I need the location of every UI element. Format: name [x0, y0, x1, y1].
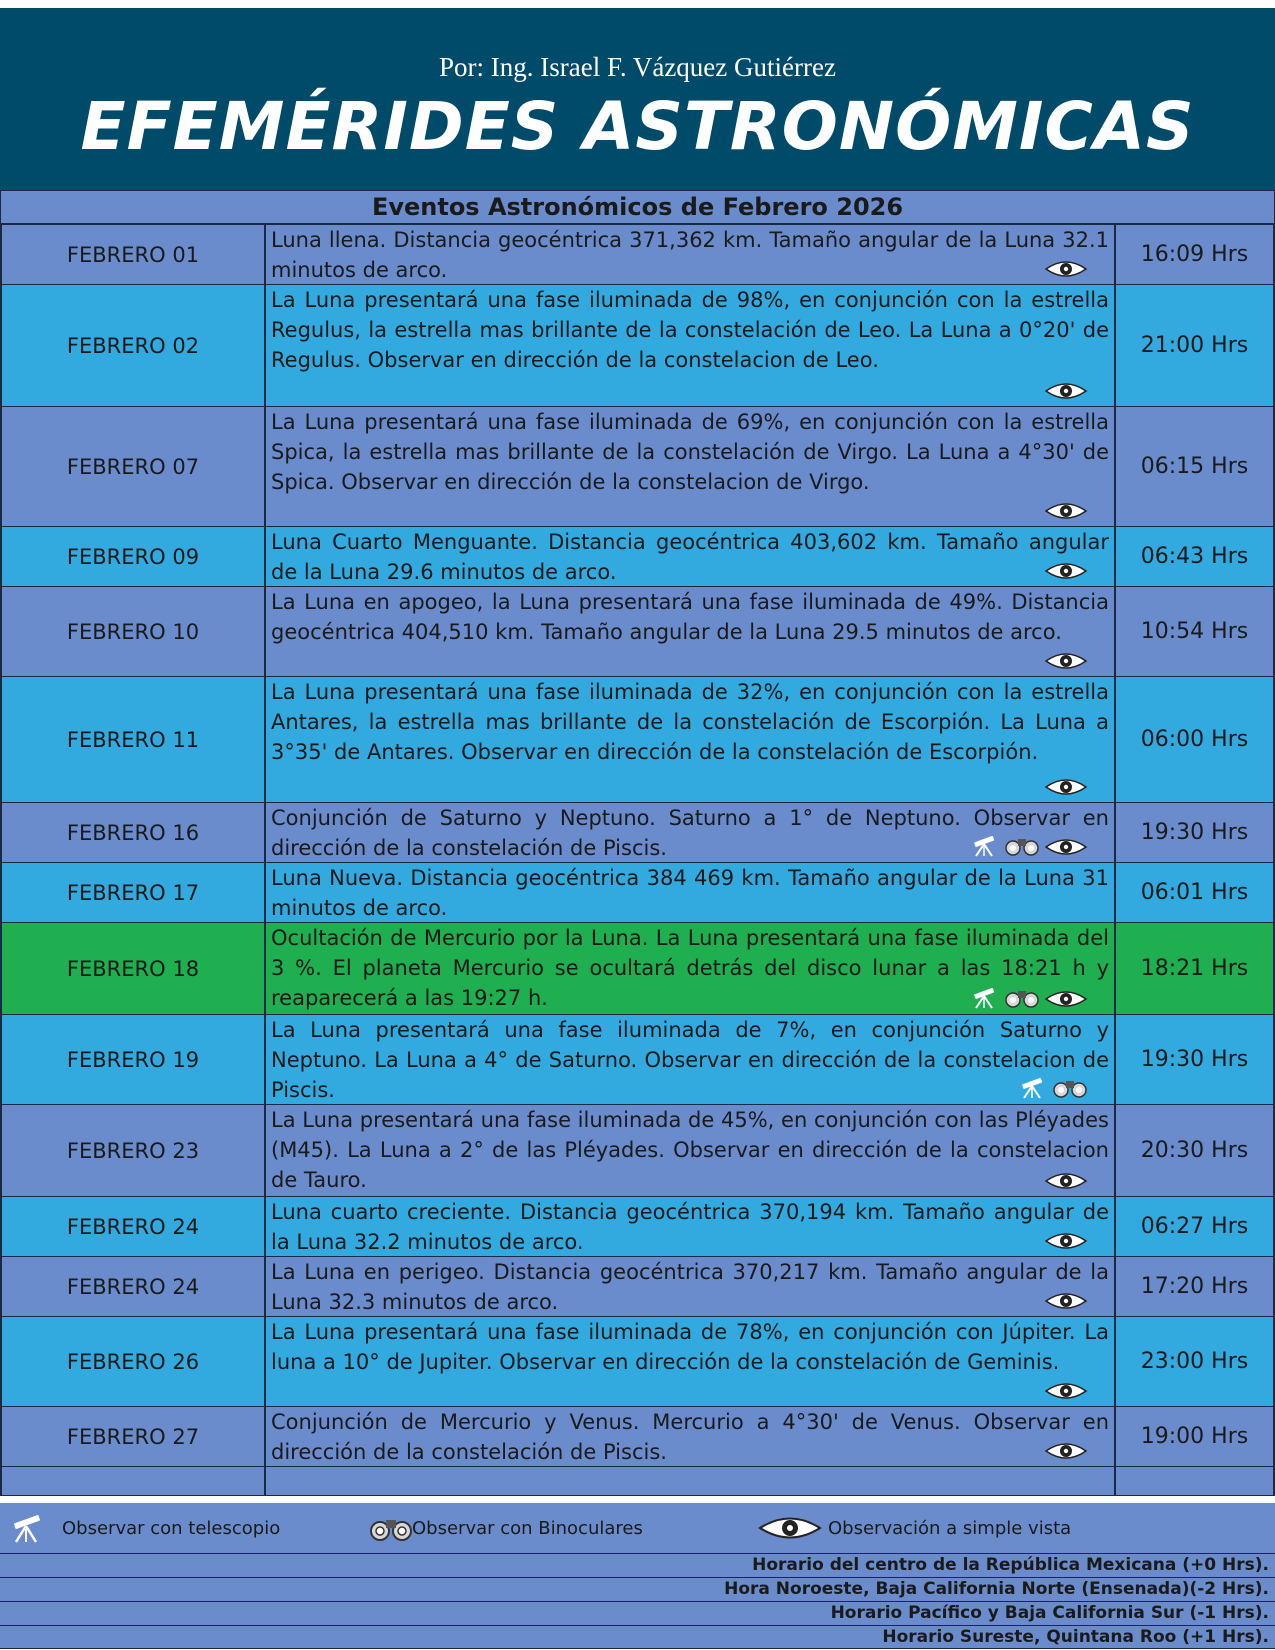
timezone-note: Hora Noroeste, Baja California Norte (Ensenada)(-2 Hrs). — [0, 1577, 1275, 1601]
event-description: La Luna presentará una fase iluminada de 69%, en conjunción con la estrella Spica, la estrella mas brillante de la constelación de Virgo. La Luna a 4°30' de Spica. Observar en dirección de la constelacion de Virgo. — [271, 410, 1109, 494]
event-description-cell — [266, 1015, 1114, 1104]
event-time: 06:27 Hrs — [1114, 1197, 1275, 1256]
event-date: FEBRERO 01 — [0, 225, 266, 284]
observation-icons — [1044, 563, 1088, 585]
event-date: FEBRERO 17 — [0, 863, 266, 922]
event-description: La Luna presentará una fase iluminada de 45%, en conjunción con las Pléyades (M45). La Luna a 2° de las Pléyades. Observar en dirección de la constelacion de Tauro. — [271, 1108, 1109, 1192]
eye-icon — [1044, 775, 1088, 805]
table-row — [0, 224, 1275, 284]
table-row — [0, 284, 1275, 406]
eye-icon — [1044, 987, 1088, 1017]
legend-binoculars-label: Observar con Binoculares — [412, 1517, 643, 1539]
event-time: 17:20 Hrs — [1114, 1257, 1275, 1316]
event-description-cell — [266, 1407, 1114, 1466]
header-banner — [0, 8, 1275, 190]
observation-icons — [1044, 503, 1088, 525]
event-date: FEBRERO 09 — [0, 527, 266, 586]
event-date: FEBRERO 26 — [0, 1317, 266, 1406]
table-row — [0, 676, 1275, 802]
binoculars-icon — [1004, 987, 1040, 1017]
event-description-cell — [266, 1467, 1114, 1495]
legend — [0, 1503, 1275, 1553]
event-description-cell — [266, 225, 1114, 284]
event-description-cell — [266, 803, 1114, 862]
event-description-cell — [266, 527, 1114, 586]
legend-eye-label: Observación a simple vista — [828, 1517, 1072, 1539]
table-row — [0, 1256, 1275, 1316]
event-time: 10:54 Hrs — [1114, 587, 1275, 676]
telescope-icon — [1018, 1077, 1048, 1107]
event-description: Luna llena. Distancia geocéntrica 371,362 km. Tamaño angular de la Luna 32.1 minutos de arco. — [271, 228, 1109, 282]
event-date: FEBRERO 18 — [0, 923, 266, 1014]
event-description: La Luna presentará una fase iluminada de 7%, en conjunción Saturno y Neptuno. La Luna a 4° de Saturno. Observar en dirección de la constelacion de Piscis. — [271, 1018, 1109, 1102]
observation-icons — [1044, 779, 1088, 801]
event-description-cell — [266, 677, 1114, 802]
legend-eye — [758, 1503, 1071, 1553]
telescope-icon — [8, 1513, 46, 1543]
event-date: FEBRERO 19 — [0, 1015, 266, 1104]
table-row — [0, 406, 1275, 526]
table-row — [0, 1196, 1275, 1256]
eye-icon — [1044, 1439, 1088, 1469]
event-date: FEBRERO 02 — [0, 285, 266, 406]
event-date: FEBRERO 24 — [0, 1197, 266, 1256]
timezone-note: Horario del centro de la República Mexicana (+0 Hrs). — [0, 1553, 1275, 1577]
event-description: Luna cuarto creciente. Distancia geocéntrica 370,194 km. Tamaño angular de la Luna 32.2 minutos de arco. — [271, 1200, 1109, 1254]
eye-icon — [1044, 1379, 1088, 1409]
event-description-cell — [266, 923, 1114, 1014]
event-time: 06:43 Hrs — [1114, 527, 1275, 586]
eye-icon — [1044, 499, 1088, 529]
event-time — [1114, 1467, 1275, 1495]
observation-icons — [1044, 1293, 1088, 1315]
table-row — [0, 526, 1275, 586]
event-description: La Luna presentará una fase iluminada de 32%, en conjunción con la estrella Antares, la estrella mas brillante de la constelación de Escorpión. La Luna a 3°35' de Antares. Observar en dirección de la constelación de Escorpión. — [271, 680, 1109, 764]
page-title: EFEMÉRIDES ASTRONÓMICAS — [80, 88, 1195, 165]
event-description-cell — [266, 407, 1114, 526]
event-time: 06:15 Hrs — [1114, 407, 1275, 526]
event-time: 06:00 Hrs — [1114, 677, 1275, 802]
table-row — [0, 1104, 1275, 1196]
event-time: 20:30 Hrs — [1114, 1105, 1275, 1196]
event-time: 06:01 Hrs — [1114, 863, 1275, 922]
observation-icons — [1044, 261, 1088, 283]
event-time: 16:09 Hrs — [1114, 225, 1275, 284]
telescope-icon — [970, 835, 1000, 865]
timezone-note: Horario Pacífico y Baja California Sur (-1 Hrs). — [0, 1601, 1275, 1625]
event-date: FEBRERO 07 — [0, 407, 266, 526]
observation-icons — [1044, 383, 1088, 405]
table-row — [0, 1316, 1275, 1406]
table-row — [0, 802, 1275, 862]
legend-telescope-label: Observar con telescopio — [62, 1517, 281, 1539]
legend-telescope — [8, 1503, 280, 1553]
event-description: Conjunción de Saturno y Neptuno. Saturno a 1° de Neptuno. Observar en dirección de la constelación de Piscis. — [271, 806, 1109, 860]
eye-icon — [1044, 379, 1088, 409]
eye-icon — [1044, 257, 1088, 287]
binoculars-icon — [1052, 1077, 1088, 1107]
event-date: FEBRERO 24 — [0, 1257, 266, 1316]
observation-icons — [1044, 1233, 1088, 1255]
observation-icons — [1018, 1081, 1088, 1103]
eye-icon — [758, 1515, 822, 1541]
table-row — [0, 922, 1275, 1014]
event-description: Conjunción de Mercurio y Venus. Mercurio a 4°30' de Venus. Observar en dirección de la constelación de Piscis. — [271, 1410, 1109, 1464]
table-row — [0, 1014, 1275, 1104]
author-line: Por: Ing. Israel F. Vázquez Gutiérrez — [439, 52, 836, 82]
event-date: FEBRERO 23 — [0, 1105, 266, 1196]
event-time: 18:21 Hrs — [1114, 923, 1275, 1014]
binoculars-icon — [1004, 835, 1040, 865]
event-time: 23:00 Hrs — [1114, 1317, 1275, 1406]
event-date: FEBRERO 16 — [0, 803, 266, 862]
event-date: FEBRERO 11 — [0, 677, 266, 802]
event-time: 19:00 Hrs — [1114, 1407, 1275, 1466]
observation-icons — [970, 839, 1088, 861]
observation-icons — [1044, 1443, 1088, 1465]
legend-binoculars — [368, 1503, 643, 1553]
table-title: Eventos Astronómicos de Febrero 2026 — [0, 190, 1275, 224]
table-row — [0, 862, 1275, 922]
event-description: La Luna presentará una fase iluminada de 78%, en conjunción con Júpiter. La luna a 10° de Jupiter. Observar en dirección de la constelación de Geminis. — [271, 1320, 1109, 1374]
table-row — [0, 1466, 1275, 1496]
eye-icon — [1044, 649, 1088, 679]
event-description-cell — [266, 587, 1114, 676]
event-description: La Luna presentará una fase iluminada de 98%, en conjunción con la estrella Regulus, la estrella mas brillante de la constelación de Leo. La Luna a 0°20' de Regulus. Observar en dirección de la constelacion de Leo. — [271, 288, 1109, 372]
binoculars-icon — [368, 1514, 414, 1542]
eye-icon — [1044, 835, 1088, 865]
table-row — [0, 1406, 1275, 1466]
timezone-note: Horario Sureste, Quintana Roo (+1 Hrs). — [0, 1625, 1275, 1649]
eye-icon — [1044, 1229, 1088, 1259]
eye-icon — [1044, 1169, 1088, 1199]
observation-icons — [970, 991, 1088, 1013]
event-description: La Luna en apogeo, la Luna presentará una fase iluminada de 49%. Distancia geocéntrica 404,510 km. Tamaño angular de la Luna 29.5 minutos de arco. — [271, 590, 1109, 644]
event-description: Luna Cuarto Menguante. Distancia geocéntrica 403,602 km. Tamaño angular de la Luna 29.6 minutos de arco. — [271, 530, 1109, 584]
event-description-cell — [266, 1317, 1114, 1406]
event-date: FEBRERO 27 — [0, 1407, 266, 1466]
event-description: Ocultación de Mercurio por la Luna. La Luna presentará una fase iluminada del 3 %. El planeta Mercurio se ocultará detrás del disco lunar a las 18:21 h y reaparecerá a las 19:27 h. — [271, 926, 1109, 1010]
event-date: FEBRERO 10 — [0, 587, 266, 676]
event-description: Luna Nueva. Distancia geocéntrica 384 469 km. Tamaño angular de la Luna 31 minutos de arco. — [271, 866, 1109, 920]
eye-icon — [1044, 1289, 1088, 1319]
event-description: La Luna en perigeo. Distancia geocéntrica 370,217 km. Tamaño angular de la Luna 32.3 minutos de arco. — [271, 1260, 1109, 1314]
event-date — [0, 1467, 266, 1495]
telescope-icon — [970, 987, 1000, 1017]
event-time: 19:30 Hrs — [1114, 803, 1275, 862]
event-description-cell — [266, 1105, 1114, 1196]
observation-icons — [1044, 1173, 1088, 1195]
event-time: 19:30 Hrs — [1114, 1015, 1275, 1104]
table-row — [0, 586, 1275, 676]
observation-icons — [1044, 653, 1088, 675]
event-description-cell — [266, 1197, 1114, 1256]
event-description-cell — [266, 285, 1114, 406]
event-description-cell — [266, 863, 1114, 922]
observation-icons — [1044, 1383, 1088, 1405]
event-time: 21:00 Hrs — [1114, 285, 1275, 406]
event-description-cell — [266, 1257, 1114, 1316]
eye-icon — [1044, 559, 1088, 589]
